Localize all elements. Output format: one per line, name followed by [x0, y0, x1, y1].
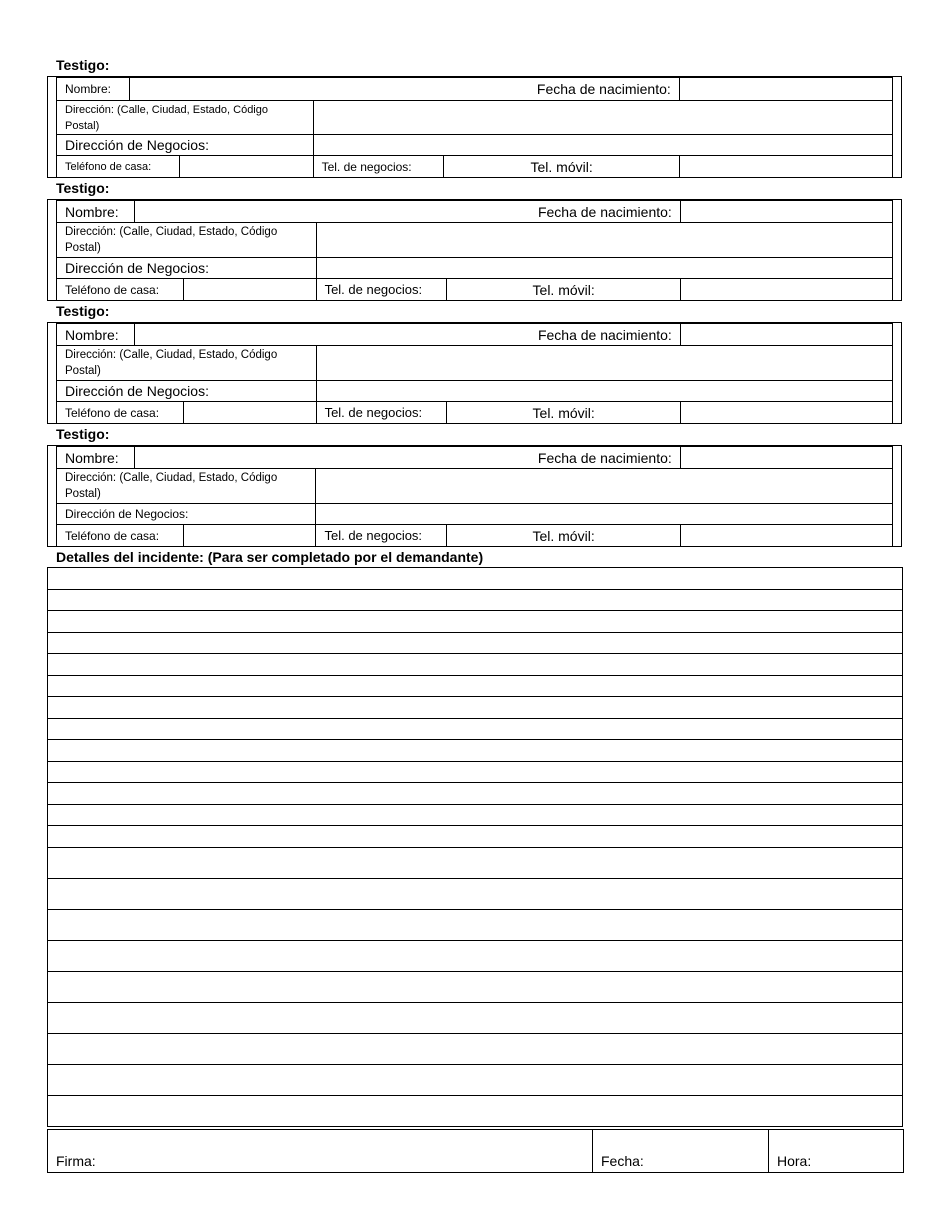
incident-line[interactable] [48, 632, 903, 654]
signature-row [47, 1129, 904, 1173]
witness-1-business-phone-label: Tel. de negocios: [313, 156, 444, 178]
witness-2-table [56, 200, 893, 301]
witness-3-business-phone-label: Tel. de negocios: [316, 402, 447, 424]
witness-2-block [47, 199, 902, 301]
witness-4-dob-field[interactable] [680, 447, 892, 469]
witness-4-business-address-label: Dirección de Negocios: [57, 504, 316, 525]
witness-2-home-phone-field[interactable] [183, 279, 316, 301]
witness-2-name-label: Nombre: [57, 201, 135, 223]
incident-line[interactable] [48, 1033, 903, 1064]
witness-2-dob-field[interactable] [680, 201, 892, 223]
incident-line[interactable] [48, 909, 903, 940]
witness-3-table [56, 323, 893, 424]
incident-line[interactable] [48, 761, 903, 783]
witness-3-dob-label: Fecha de nacimiento: [134, 324, 680, 346]
incident-line[interactable] [48, 940, 903, 971]
witness-3-title: Testigo: [56, 303, 110, 319]
witness-1-mobile-field[interactable] [679, 156, 892, 178]
witness-4-business-address-field[interactable] [316, 504, 893, 525]
fecha-field[interactable] [593, 1130, 769, 1173]
incident-line[interactable] [48, 611, 903, 633]
incident-title: Detalles del incidente: (Para ser completado por el demandante) [56, 549, 484, 565]
witness-2-home-phone-label: Teléfono de casa: [57, 279, 184, 301]
witness-4-mobile-label: Tel. móvil: [447, 525, 680, 547]
witness-2-business-address-field[interactable] [316, 258, 892, 279]
witness-4-address-label: Dirección: (Calle, Ciudad, Estado, Código Postal) [57, 469, 316, 504]
witness-3-block [47, 322, 902, 424]
witness-1-block [47, 76, 902, 178]
incident-lines [47, 567, 903, 1127]
incident-line[interactable] [48, 1064, 903, 1095]
witness-2-mobile-field[interactable] [680, 279, 892, 301]
witness-1-home-phone-field[interactable] [179, 156, 313, 178]
witness-1-title: Testigo: [56, 57, 110, 73]
witness-3-mobile-label: Tel. móvil: [447, 402, 680, 424]
incident-line[interactable] [48, 589, 903, 611]
incident-line[interactable] [48, 1095, 903, 1126]
witness-4-mobile-field[interactable] [680, 525, 892, 547]
witness-1-name-label: Nombre: [57, 78, 130, 101]
witness-4-home-phone-label: Teléfono de casa: [57, 525, 184, 547]
incident-line[interactable] [48, 783, 903, 805]
incident-line[interactable] [48, 826, 903, 848]
witness-1-dob-field[interactable] [679, 78, 892, 101]
witness-3-dob-field[interactable] [680, 324, 892, 346]
witness-2-address-label: Dirección: (Calle, Ciudad, Estado, Código Postal) [57, 223, 317, 258]
witness-1-dob-label: Fecha de nacimiento: [129, 78, 679, 101]
witness-1-business-address-label: Dirección de Negocios: [57, 135, 314, 156]
incident-line[interactable] [48, 847, 903, 878]
witness-4-name-label: Nombre: [57, 447, 135, 469]
witness-3-home-phone-field[interactable] [183, 402, 316, 424]
incident-line[interactable] [48, 675, 903, 697]
incident-line[interactable] [48, 568, 903, 590]
hora-label: Hora: [777, 1153, 812, 1169]
witness-2-title: Testigo: [56, 180, 110, 196]
incident-line[interactable] [48, 1002, 903, 1033]
witness-3-business-address-label: Dirección de Negocios: [57, 381, 317, 402]
witness-2-address-field[interactable] [316, 223, 892, 258]
witness-4-title: Testigo: [56, 426, 110, 442]
witness-1-table [56, 77, 893, 178]
witness-4-dob-label: Fecha de nacimiento: [134, 447, 680, 469]
witness-2-mobile-label: Tel. móvil: [447, 279, 680, 301]
witness-2-business-phone-label: Tel. de negocios: [316, 279, 447, 301]
incident-line[interactable] [48, 878, 903, 909]
incident-line[interactable] [48, 740, 903, 762]
firma-label: Firma: [56, 1153, 96, 1169]
witness-3-name-label: Nombre: [57, 324, 135, 346]
hora-field[interactable] [769, 1130, 904, 1173]
witness-2-business-address-label: Dirección de Negocios: [57, 258, 317, 279]
incident-line[interactable] [48, 971, 903, 1002]
witness-4-business-phone-label: Tel. de negocios: [316, 525, 447, 547]
witness-3-address-label: Dirección: (Calle, Ciudad, Estado, Código Postal) [57, 346, 317, 381]
witness-2-dob-label: Fecha de nacimiento: [134, 201, 680, 223]
witness-3-business-address-field[interactable] [316, 381, 892, 402]
incident-line[interactable] [48, 697, 903, 719]
firma-field[interactable] [48, 1130, 593, 1173]
witness-3-mobile-field[interactable] [680, 402, 892, 424]
witness-4-block [47, 445, 902, 547]
witness-1-address-field[interactable] [313, 101, 892, 135]
witness-1-mobile-label: Tel. móvil: [444, 156, 679, 178]
witness-1-address-label: Dirección: (Calle, Ciudad, Estado, Código Postal) [57, 101, 314, 135]
witness-1-home-phone-label: Teléfono de casa: [57, 156, 180, 178]
witness-4-address-field[interactable] [316, 469, 893, 504]
fecha-label: Fecha: [601, 1153, 644, 1169]
witness-4-table [56, 446, 893, 547]
witness-3-home-phone-label: Teléfono de casa: [57, 402, 184, 424]
witness-1-business-address-field[interactable] [313, 135, 892, 156]
incident-line[interactable] [48, 804, 903, 826]
witness-3-address-field[interactable] [316, 346, 892, 381]
incident-line[interactable] [48, 718, 903, 740]
incident-line[interactable] [48, 654, 903, 676]
witness-4-home-phone-field[interactable] [183, 525, 316, 547]
